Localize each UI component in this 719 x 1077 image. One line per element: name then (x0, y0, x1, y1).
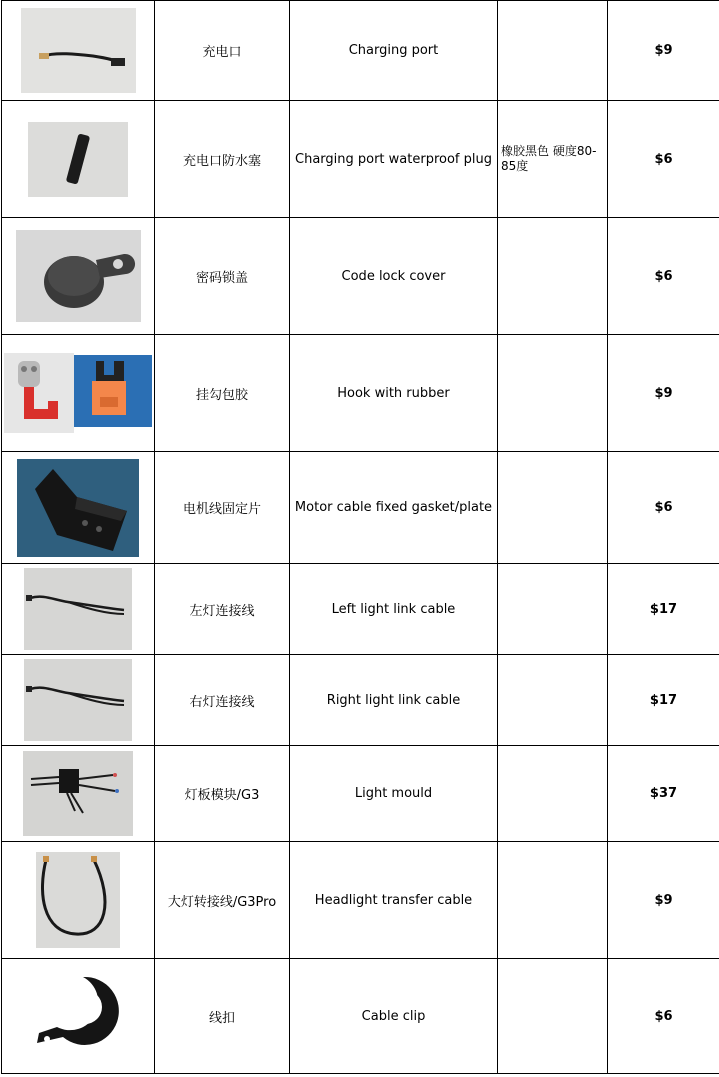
part-note (498, 564, 608, 655)
part-name-english: Motor cable fixed gasket/plate (290, 452, 498, 564)
part-price: $17 (608, 655, 719, 746)
product-image-cell (2, 335, 155, 452)
table-row (2, 655, 719, 746)
part-price: $9 (608, 335, 719, 452)
product-image-cell (2, 842, 155, 959)
part-price: $6 (608, 452, 719, 564)
product-image-cell (2, 101, 155, 218)
part-name-chinese: 右灯连接线 (155, 655, 290, 746)
motor-cable-plate-photo (17, 459, 139, 557)
part-name-english: Light mould (290, 746, 498, 842)
headlight-cable-photo (36, 852, 120, 948)
parts-price-table (1, 0, 719, 1074)
product-image-cell (2, 655, 155, 746)
product-image-cell (2, 564, 155, 655)
part-note (498, 335, 608, 452)
part-name-chinese: 挂勾包胶 (155, 335, 290, 452)
part-name-english: Charging port (290, 1, 498, 101)
part-name-english: Cable clip (290, 959, 498, 1074)
table-row (2, 564, 719, 655)
table-row (2, 452, 719, 564)
right-light-cable-photo (24, 659, 132, 741)
part-price: $9 (608, 1, 719, 101)
part-name-chinese: 充电口防水塞 (155, 101, 290, 218)
table-row (2, 959, 719, 1074)
part-name-chinese: 电机线固定片 (155, 452, 290, 564)
part-price: $6 (608, 959, 719, 1074)
part-note (498, 842, 608, 959)
part-name-chinese: 密码锁盖 (155, 218, 290, 335)
part-note (498, 1, 608, 101)
part-price: $37 (608, 746, 719, 842)
part-note (498, 655, 608, 746)
table-row (2, 335, 719, 452)
table-row (2, 1, 719, 101)
part-price: $17 (608, 564, 719, 655)
part-name-english: Hook with rubber (290, 335, 498, 452)
part-note: 橡胶黑色 硬度80-85度 (498, 101, 608, 218)
part-name-english: Charging port waterproof plug (290, 101, 498, 218)
waterproof-plug-photo (28, 122, 128, 197)
part-note (498, 959, 608, 1074)
product-image-cell (2, 452, 155, 564)
part-name-english: Headlight transfer cable (290, 842, 498, 959)
hook-with-rubber-photos (4, 353, 152, 433)
table-row (2, 746, 719, 842)
code-lock-cover-render (16, 230, 141, 322)
part-name-english: Left light link cable (290, 564, 498, 655)
part-note (498, 746, 608, 842)
part-price: $9 (608, 842, 719, 959)
product-image-cell (2, 746, 155, 842)
part-name-chinese: 充电口 (155, 1, 290, 101)
table-row (2, 101, 719, 218)
table-row (2, 842, 719, 959)
product-image-cell (2, 959, 155, 1074)
cable-clip-render (33, 971, 123, 1061)
part-name-chinese: 左灯连接线 (155, 564, 290, 655)
part-name-english: Right light link cable (290, 655, 498, 746)
part-name-chinese: 大灯转接线/G3Pro (155, 842, 290, 959)
product-image-cell (2, 218, 155, 335)
part-name-english: Code lock cover (290, 218, 498, 335)
part-note (498, 452, 608, 564)
part-price: $6 (608, 218, 719, 335)
light-mould-photo (23, 751, 133, 836)
part-price: $6 (608, 101, 719, 218)
part-name-chinese: 线扣 (155, 959, 290, 1074)
left-light-cable-photo (24, 568, 132, 650)
table-row (2, 218, 719, 335)
part-note (498, 218, 608, 335)
product-image-cell (2, 1, 155, 101)
part-name-chinese: 灯板模块/G3 (155, 746, 290, 842)
charging-port-photo (21, 8, 136, 93)
